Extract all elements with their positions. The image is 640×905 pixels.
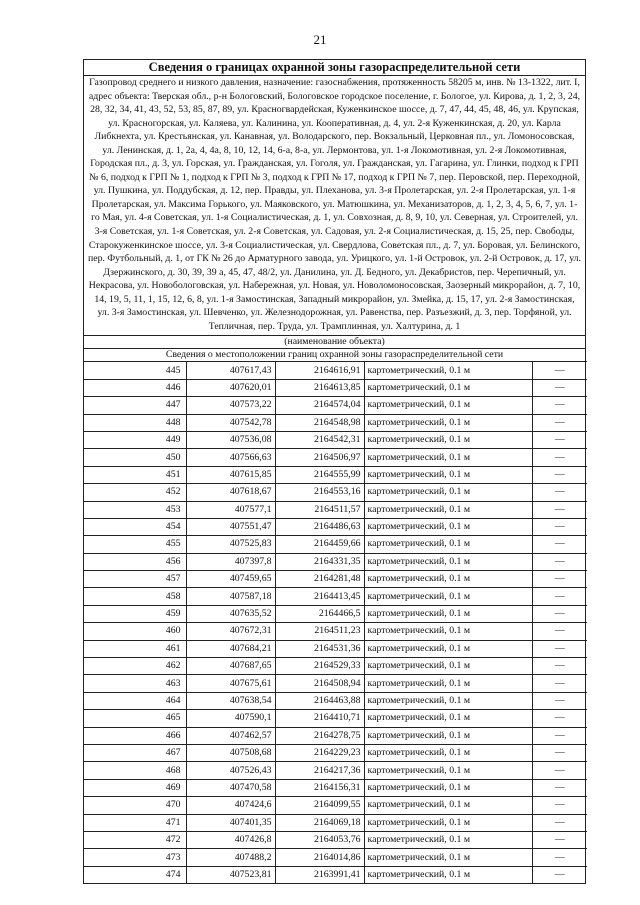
empty-dash-cell: — <box>532 675 587 692</box>
empty-dash-cell: — <box>532 553 587 570</box>
table-row <box>84 605 587 622</box>
x-coordinate-cell: 407424,6 <box>186 797 275 814</box>
method-cell: картометрический, 0.1 м <box>364 762 532 779</box>
y-coordinate-cell: 2164466,5 <box>275 605 364 622</box>
table-row <box>84 397 587 414</box>
table-row <box>84 362 587 379</box>
x-coordinate-cell: 407672,31 <box>186 623 275 640</box>
x-coordinate-cell: 407577,1 <box>186 501 275 518</box>
point-number-cell: 461 <box>84 640 186 657</box>
x-coordinate-cell: 407551,47 <box>186 518 275 535</box>
point-number-cell: 450 <box>84 449 186 466</box>
y-coordinate-cell: 2164463,88 <box>275 692 364 709</box>
empty-dash-cell: — <box>532 449 587 466</box>
y-coordinate-cell: 2164542,31 <box>275 431 364 448</box>
x-coordinate-cell: 407590,1 <box>186 710 275 727</box>
empty-dash-cell: — <box>532 466 587 483</box>
x-coordinate-cell: 407526,43 <box>186 762 275 779</box>
empty-dash-cell: — <box>532 623 587 640</box>
table-row <box>84 762 587 779</box>
y-coordinate-cell: 2164548,98 <box>275 414 364 431</box>
y-coordinate-cell: 2164413,45 <box>275 588 364 605</box>
point-number-cell: 447 <box>84 397 186 414</box>
table-row <box>84 431 587 448</box>
x-coordinate-cell: 407525,83 <box>186 536 275 553</box>
y-coordinate-cell: 2164574,04 <box>275 397 364 414</box>
x-coordinate-cell: 407462,57 <box>186 727 275 744</box>
table-row <box>84 744 587 761</box>
empty-dash-cell: — <box>532 518 587 535</box>
point-number-cell: 470 <box>84 797 186 814</box>
point-number-cell: 449 <box>84 431 186 448</box>
y-coordinate-cell: 2164613,85 <box>275 379 364 396</box>
table-row <box>84 849 587 866</box>
point-number-cell: 452 <box>84 484 186 501</box>
x-coordinate-cell: 407488,2 <box>186 849 275 866</box>
x-coordinate-cell: 407470,58 <box>186 779 275 796</box>
y-coordinate-cell: 2164053,76 <box>275 831 364 848</box>
table-row <box>84 658 587 675</box>
y-coordinate-cell: 2164069,18 <box>275 814 364 831</box>
method-cell: картометрический, 0.1 м <box>364 640 532 657</box>
method-cell: картометрический, 0.1 м <box>364 675 532 692</box>
point-number-cell: 453 <box>84 501 186 518</box>
y-coordinate-cell: 2164410,71 <box>275 710 364 727</box>
table-row <box>84 866 587 883</box>
point-number-cell: 465 <box>84 710 186 727</box>
point-number-cell: 460 <box>84 623 186 640</box>
x-coordinate-cell: 407687,65 <box>186 658 275 675</box>
empty-dash-cell: — <box>532 640 587 657</box>
empty-dash-cell: — <box>532 762 587 779</box>
y-coordinate-cell: 2164511,57 <box>275 501 364 518</box>
empty-dash-cell: — <box>532 779 587 796</box>
point-number-cell: 456 <box>84 553 186 570</box>
document-title: Сведения о границах охранной зоны газораспределительной сети <box>84 60 585 76</box>
x-coordinate-cell: 407426,8 <box>186 831 275 848</box>
table-row <box>84 501 587 518</box>
table-row <box>84 814 587 831</box>
method-cell: картометрический, 0.1 м <box>364 379 532 396</box>
x-coordinate-cell: 407617,43 <box>186 362 275 379</box>
empty-dash-cell: — <box>532 658 587 675</box>
point-number-cell: 466 <box>84 727 186 744</box>
point-number-cell: 471 <box>84 814 186 831</box>
empty-dash-cell: — <box>532 414 587 431</box>
y-coordinate-cell: 2164511,23 <box>275 623 364 640</box>
y-coordinate-cell: 2164529,33 <box>275 658 364 675</box>
empty-dash-cell: — <box>532 710 587 727</box>
empty-dash-cell: — <box>532 866 587 883</box>
empty-dash-cell: — <box>532 831 587 848</box>
x-coordinate-cell: 407684,21 <box>186 640 275 657</box>
method-cell: картометрический, 0.1 м <box>364 710 532 727</box>
table-row <box>84 414 587 431</box>
empty-dash-cell: — <box>532 744 587 761</box>
empty-dash-cell: — <box>532 588 587 605</box>
method-cell: картометрический, 0.1 м <box>364 779 532 796</box>
point-number-cell: 458 <box>84 588 186 605</box>
method-cell: картометрический, 0.1 м <box>364 658 532 675</box>
method-cell: картометрический, 0.1 м <box>364 588 532 605</box>
method-cell: картометрический, 0.1 м <box>364 466 532 483</box>
y-coordinate-cell: 2164555,99 <box>275 466 364 483</box>
table-row <box>84 692 587 709</box>
x-coordinate-cell: 407618,67 <box>186 484 275 501</box>
point-number-cell: 469 <box>84 779 186 796</box>
method-cell: картометрический, 0.1 м <box>364 692 532 709</box>
empty-dash-cell: — <box>532 571 587 588</box>
y-coordinate-cell: 2164486,63 <box>275 518 364 535</box>
empty-dash-cell: — <box>532 727 587 744</box>
method-cell: картометрический, 0.1 м <box>364 501 532 518</box>
method-cell: картометрический, 0.1 м <box>364 727 532 744</box>
method-cell: картометрический, 0.1 м <box>364 484 532 501</box>
empty-dash-cell: — <box>532 431 587 448</box>
x-coordinate-cell: 407573,22 <box>186 397 275 414</box>
coordinates-table <box>84 361 587 883</box>
y-coordinate-cell: 2164616,91 <box>275 362 364 379</box>
point-number-cell: 445 <box>84 362 186 379</box>
table-row <box>84 553 587 570</box>
empty-dash-cell: — <box>532 397 587 414</box>
empty-dash-cell: — <box>532 362 587 379</box>
empty-dash-cell: — <box>532 849 587 866</box>
y-coordinate-cell: 2164099,55 <box>275 797 364 814</box>
y-coordinate-cell: 2164459,66 <box>275 536 364 553</box>
point-number-cell: 448 <box>84 414 186 431</box>
empty-dash-cell: — <box>532 814 587 831</box>
method-cell: картометрический, 0.1 м <box>364 866 532 883</box>
method-cell: картометрический, 0.1 м <box>364 814 532 831</box>
table-row <box>84 675 587 692</box>
empty-dash-cell: — <box>532 536 587 553</box>
method-cell: картометрический, 0.1 м <box>364 518 532 535</box>
method-cell: картометрический, 0.1 м <box>364 431 532 448</box>
point-number-cell: 459 <box>84 605 186 622</box>
object-caption: (наименование объекта) <box>84 335 585 348</box>
method-cell: картометрический, 0.1 м <box>364 397 532 414</box>
x-coordinate-cell: 407508,68 <box>186 744 275 761</box>
point-number-cell: 454 <box>84 518 186 535</box>
document-frame <box>83 59 586 884</box>
table-row <box>84 379 587 396</box>
y-coordinate-cell: 2164014,86 <box>275 849 364 866</box>
y-coordinate-cell: 2164156,31 <box>275 779 364 796</box>
empty-dash-cell: — <box>532 692 587 709</box>
x-coordinate-cell: 407459,65 <box>186 571 275 588</box>
point-number-cell: 455 <box>84 536 186 553</box>
table-row <box>84 797 587 814</box>
x-coordinate-cell: 407566,63 <box>186 449 275 466</box>
table-row <box>84 831 587 848</box>
point-number-cell: 472 <box>84 831 186 848</box>
page-number: 21 <box>313 32 327 47</box>
x-coordinate-cell: 407635,52 <box>186 605 275 622</box>
x-coordinate-cell: 407397,8 <box>186 553 275 570</box>
point-number-cell: 474 <box>84 866 186 883</box>
y-coordinate-cell: 2164229,23 <box>275 744 364 761</box>
x-coordinate-cell: 407536,08 <box>186 431 275 448</box>
table-row <box>84 588 587 605</box>
method-cell: картометрический, 0.1 м <box>364 849 532 866</box>
method-cell: картометрический, 0.1 м <box>364 797 532 814</box>
x-coordinate-cell: 407615,85 <box>186 466 275 483</box>
empty-dash-cell: — <box>532 379 587 396</box>
point-number-cell: 457 <box>84 571 186 588</box>
y-coordinate-cell: 2164508,94 <box>275 675 364 692</box>
y-coordinate-cell: 2163991,41 <box>275 866 364 883</box>
method-cell: картометрический, 0.1 м <box>364 553 532 570</box>
coordinates-table-body <box>84 362 587 883</box>
x-coordinate-cell: 407620,01 <box>186 379 275 396</box>
y-coordinate-cell: 2164553,16 <box>275 484 364 501</box>
point-number-cell: 468 <box>84 762 186 779</box>
table-row <box>84 727 587 744</box>
point-number-cell: 473 <box>84 849 186 866</box>
point-number-cell: 464 <box>84 692 186 709</box>
method-cell: картометрический, 0.1 м <box>364 605 532 622</box>
method-cell: картометрический, 0.1 м <box>364 449 532 466</box>
empty-dash-cell: — <box>532 605 587 622</box>
empty-dash-cell: — <box>532 501 587 518</box>
method-cell: картометрический, 0.1 м <box>364 623 532 640</box>
table-row <box>84 640 587 657</box>
table-row <box>84 623 587 640</box>
x-coordinate-cell: 407638,54 <box>186 692 275 709</box>
x-coordinate-cell: 407542,78 <box>186 414 275 431</box>
x-coordinate-cell: 407675,61 <box>186 675 275 692</box>
table-row <box>84 779 587 796</box>
table-row <box>84 449 587 466</box>
table-row <box>84 518 587 535</box>
method-cell: картометрический, 0.1 м <box>364 571 532 588</box>
table-row <box>84 484 587 501</box>
point-number-cell: 451 <box>84 466 186 483</box>
method-cell: картометрический, 0.1 м <box>364 536 532 553</box>
point-number-cell: 463 <box>84 675 186 692</box>
y-coordinate-cell: 2164281,48 <box>275 571 364 588</box>
y-coordinate-cell: 2164506,97 <box>275 449 364 466</box>
y-coordinate-cell: 2164531,36 <box>275 640 364 657</box>
method-cell: картометрический, 0.1 м <box>364 362 532 379</box>
method-cell: картометрический, 0.1 м <box>364 414 532 431</box>
x-coordinate-cell: 407587,18 <box>186 588 275 605</box>
table-row <box>84 710 587 727</box>
empty-dash-cell: — <box>532 484 587 501</box>
y-coordinate-cell: 2164278,75 <box>275 727 364 744</box>
table-row <box>84 536 587 553</box>
object-description: Газопровод среднего и низкого давления, назначение: газоснабжения, протяженность 58205 м, инв. № 13-1322, лит. I, адрес объекта: Тверская обл., р-н Бологовский, Бологовское городское поселение, г. Бологое, ул. Кирова, д. 1, 2, 3, 24, 28, 32, 34, 41, 43, 52, 53, 85, 87, 89, ул. Красногвардейская, Куженкинское шоссе, д. 7, 47, 44, 45, 48, 46, ул. Крупская, ул. Красногорская, ул. Каляева, ул. Калинина, ул. Кооперативная, д. 4, ул. 2-я Куженкинская, д. 20, ул. Карла Либкнехта, ул. Крестьянская, ул. Канавная, ул. Володарского, пер. Вокзальный, Церковная пл., ул. Ломоносовская, ул. Ленинская, д. 1, 2а, 4, 4а, 8, 10, 12, 14, 6-а, 8-а, ул. Лермонтова, ул. 1-я Локомотивная, ул. 2-я Локомотивная, Городская пл., д. 3, ул. Горская, ул. Гражданская, ул. Гоголя, ул. Гражданская, ул. Гагарина, ул. Глинки, подход к ГРП № 6, подход к ГРП № 1, подход к ГРП № 3, подход к ГРП № 17, подход к ГРП № 7, пер. Перовской, пер. Переходной, ул. Пушкина, ул. Поддубская, д. 12, пер. Правды, ул. Плеханова, ул. 3-я Пролетарская, ул. 2-я Пролетарская, ул. 1-я Пролетарская, ул. Максима Горького, ул. Маяковского, ул. Матюшкина, ул. Механизаторов, д. 1, 2, 3, 4, 5, 6, 7, ул. 1-го Мая, ул. 4-я Советская, ул. 1-я Социалистическая, д. 1, ул. Совхозная, д. 8, 9, 10, ул. Северная, ул. Строителей, ул. 3-я Советская, ул. 1-я Советская, ул. 2-я Советская, ул. Садовая, ул. 2-я Социалистическая, д. 15, 25, пер. Свободы, Старокуженкинское шоссе, ул. 3-я Социалистическая, ул. Свердлова, Советская пл., д. 7, ул. Боровая, ул. Белинского, пер. Футбольный, д. 1, от ГК № 26 до Арматурного завода, ул. Урицкого, ул. 1-й Островок, ул. 2-й Островок, д. 17, ул. Дзержинского, д. 30, 39, 39 а, 45, 47, 48/2, ул. Данилина, ул. Д. Бедного, ул. Декабристов, пер. Черепичный, ул. Некрасова, ул. Новобологовская, ул. Набережная, ул. Новая, ул. Новоломоносовская, Заозерный микрорайон, д. 7, 10, 14, 19, 5, 11, 1, 15, 12, 6, 8, ул. 1-я Замостинская, Западный микрорайон, ул. Змейка, д. 15, 17, ул. 2-я Замостинская, ул. 3-я Замостинская, ул. Шевченко, ул. Железнодорожная, ул. Равенства, пер. Разъезжий, д. 3, пер. Торфяной, ул. Тепличная, пер. Труда, ул. Трамплинная, ул. Халтурина, д. 1 <box>88 77 581 332</box>
table-row <box>84 466 587 483</box>
empty-dash-cell: — <box>532 797 587 814</box>
method-cell: картометрический, 0.1 м <box>364 831 532 848</box>
point-number-cell: 467 <box>84 744 186 761</box>
x-coordinate-cell: 407523,81 <box>186 866 275 883</box>
point-number-cell: 462 <box>84 658 186 675</box>
y-coordinate-cell: 2164331,35 <box>275 553 364 570</box>
point-number-cell: 446 <box>84 379 186 396</box>
method-cell: картометрический, 0.1 м <box>364 744 532 761</box>
coordinates-title: Сведения о местоположении границ охранной зоны газораспределительной сети <box>84 348 585 361</box>
y-coordinate-cell: 2164217,36 <box>275 762 364 779</box>
x-coordinate-cell: 407401,35 <box>186 814 275 831</box>
table-row <box>84 571 587 588</box>
